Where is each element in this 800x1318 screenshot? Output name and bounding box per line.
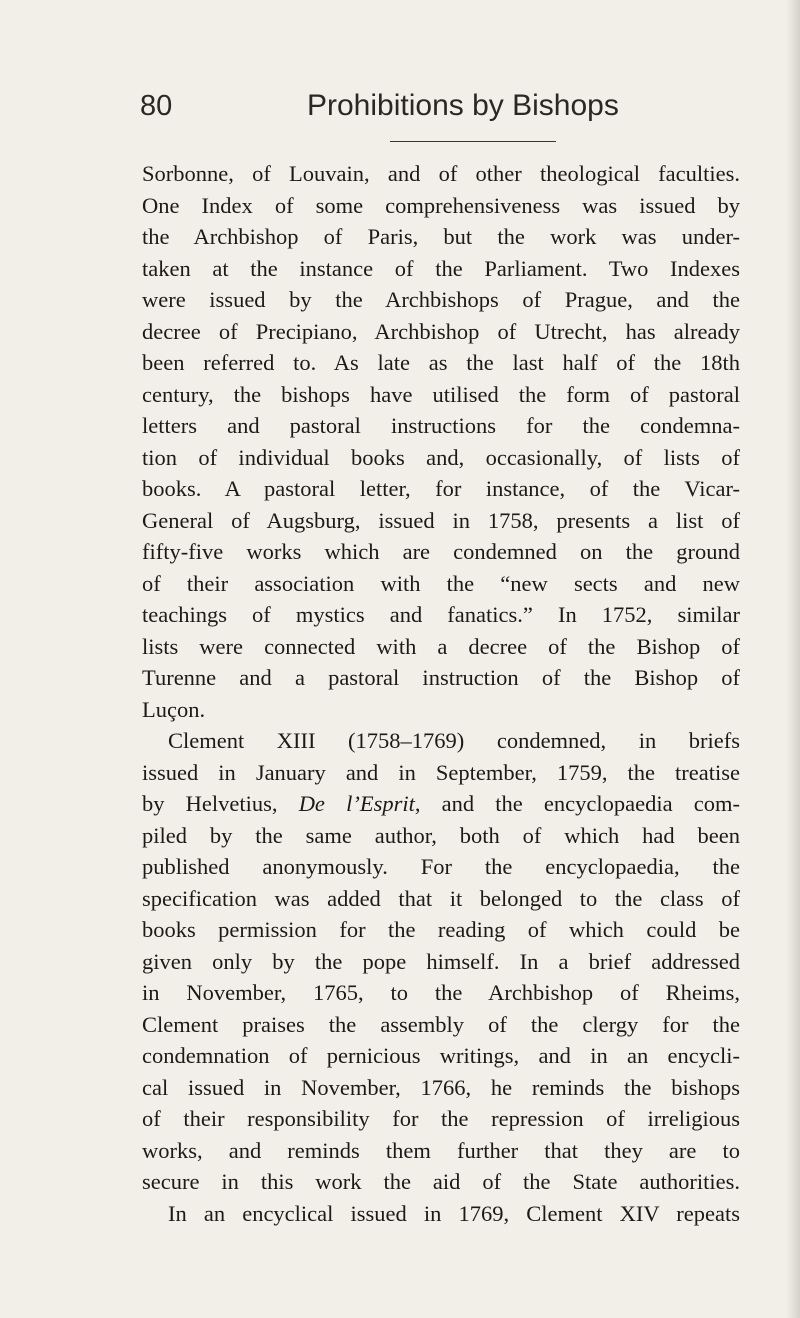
header-rule <box>390 141 556 142</box>
text-line: One Index of some comprehensiveness was issued by <box>142 192 740 218</box>
text-line: century, the bishops have utilised the form of pastoral <box>142 381 740 407</box>
text-line: letters and pastoral instructions for the condemna- <box>142 413 740 438</box>
running-head: Prohibitions by Bishops <box>307 89 619 122</box>
text-line: been referred to. As late as the last half of the 18th <box>142 350 740 375</box>
text-line: decree of Precipiano, Archbishop of Utrecht, has already <box>142 318 740 344</box>
text-line: issued in January and in September, 1759, the treatise <box>142 759 740 785</box>
text-line: the Archbishop of Paris, but the work was under- <box>142 224 740 249</box>
text-line: given only by the pope himself. In a brief addressed <box>142 948 740 974</box>
text-line: Clement XIII (1758–1769) condemned, in briefs <box>168 728 740 753</box>
text-line: Luçon. <box>142 696 206 722</box>
text-line: teachings of mystics and fanatics.” In 1752, similar <box>142 602 740 627</box>
text-line: Clement praises the assembly of the clergy for the <box>142 1011 740 1037</box>
text-segment: , and the encyclopaedia com- <box>414 791 740 816</box>
text-line: of their association with the “new sects and new <box>142 570 740 596</box>
text-line: books. A pastoral letter, for instance, of the Vicar- <box>142 476 740 501</box>
body-text <box>142 158 740 1229</box>
text-line: were issued by the Archbishops of Prague, and the <box>142 287 740 312</box>
page-header <box>140 86 740 136</box>
text-line: condemnation of pernicious writings, and in an encycli- <box>142 1043 740 1068</box>
text-line: published anonymously. For the encyclopaedia, the <box>142 854 740 879</box>
page-number: 80 <box>140 90 173 122</box>
text-line: fifty-five works which are condemned on the ground <box>142 539 740 564</box>
text-line-with-title <box>142 788 740 820</box>
book-title: De l’Esprit <box>298 791 415 816</box>
text-line: piled by the same author, both of which had been <box>142 822 740 848</box>
text-line: Sorbonne, of Louvain, and of other theological faculties. <box>142 161 740 186</box>
text-line: specification was added that it belonged to the class of <box>142 885 740 911</box>
text-line: taken at the instance of the Parliament. Two Indexes <box>142 255 740 281</box>
text-line: General of Augsburg, issued in 1758, presents a list of <box>142 507 740 533</box>
text-line: books permission for the reading of which could be <box>142 917 740 942</box>
text-line: works, and reminds them further that they are to <box>142 1137 740 1163</box>
page-edge-shadow <box>786 0 800 1318</box>
text-line: secure in this work the aid of the State authorities. <box>142 1169 740 1194</box>
text-line: tion of individual books and, occasionally, of lists of <box>142 444 740 470</box>
text-line: in November, 1765, to the Archbishop of Rheims, <box>142 980 740 1005</box>
text-line: In an encyclical issued in 1769, Clement XIV repeats <box>168 1200 740 1226</box>
text-line: Turenne and a pastoral instruction of the Bishop of <box>142 665 740 690</box>
text-line: lists were connected with a decree of the Bishop of <box>142 633 740 659</box>
text-line: cal issued in November, 1766, he reminds the bishops <box>142 1074 740 1100</box>
text-line: of their responsibility for the repression of irreligious <box>142 1106 740 1131</box>
text-segment: by Helvetius, <box>142 791 299 816</box>
